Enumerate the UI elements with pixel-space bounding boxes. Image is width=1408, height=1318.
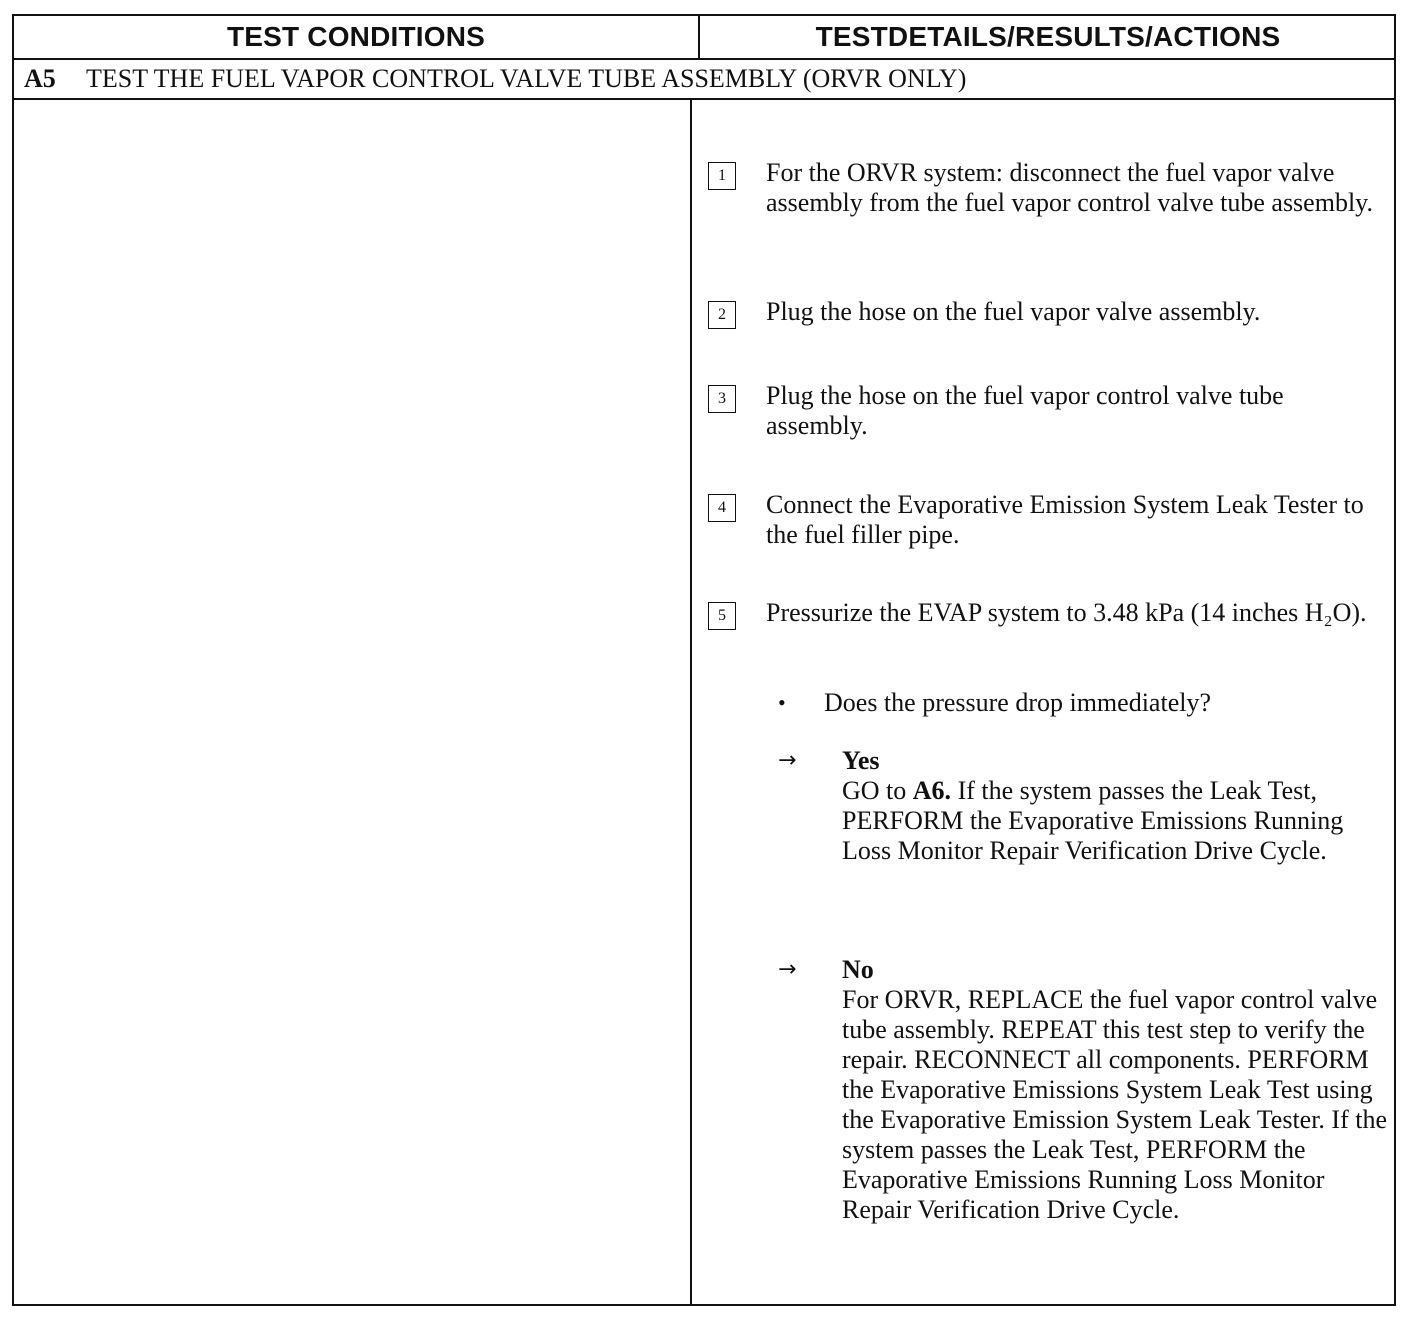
step-number-box: 3 — [708, 385, 736, 413]
step-text: For the ORVR system: disconnect the fuel vapor valve assembly from the fuel vapor control valve tube assembly. — [766, 158, 1373, 217]
header-test-details: TESTDETAILS/RESULTS/ACTIONS — [815, 21, 1281, 52]
arrow-right-icon: → — [778, 957, 797, 982]
result-no-text: For ORVR, REPLACE the fuel vapor control valve tube assembly. REPEAT this test step to verify the repair. RECONNECT all components. PERFORM the Evaporative Emissions System Leak Test using the Evaporative Emission System Leak Tester. If the system passes the Leak Test, PERFORM the Evaporative Emissions Running Loss Monitor Repair Verification Drive Cycle. — [842, 985, 1388, 1224]
result-yes-text: GO to A6. If the system passes the Leak Test, PERFORM the Evaporative Emissions Running Loss Monitor Repair Verification Drive Cycle. — [842, 776, 1344, 865]
result-no — [778, 955, 1388, 1225]
result-yes-label: Yes — [842, 746, 880, 775]
step-code: A5 — [24, 64, 56, 93]
result-no-label: No — [842, 955, 874, 984]
header-test-conditions: TEST CONDITIONS — [226, 21, 486, 52]
question-item — [778, 688, 1211, 718]
step-text: Connect the Evaporative Emission System Leak Tester to the fuel filler pipe. — [766, 490, 1364, 549]
step-4 — [708, 490, 1388, 550]
step-text: Plug the hose on the fuel vapor control valve tube assembly. — [766, 381, 1284, 440]
step-number-box: 5 — [708, 602, 736, 630]
step-number-box: 2 — [708, 301, 736, 329]
step-1 — [708, 158, 1388, 218]
step-5 — [708, 598, 1388, 630]
step-3 — [708, 381, 1388, 441]
step-2 — [708, 297, 1388, 329]
step-text: Plug the hose on the fuel vapor valve assembly. — [766, 297, 1261, 326]
step-number-box: 1 — [708, 162, 736, 190]
step-number-box: 4 — [708, 494, 736, 522]
question-text: Does the pressure drop immediately? — [824, 688, 1211, 717]
column-divider — [690, 100, 692, 1306]
step-title: TEST THE FUEL VAPOR CONTROL VALVE TUBE ASSEMBLY (ORVR ONLY) — [86, 64, 967, 93]
bullet-icon: • — [778, 690, 786, 715]
step-title-row — [14, 60, 1394, 98]
title-rule — [14, 98, 1394, 100]
step-text: Pressurize the EVAP system to 3.48 kPa (14 inches H₂O). — [766, 598, 1367, 627]
result-yes — [778, 746, 1388, 866]
step-reference-a6: A6. — [912, 776, 952, 805]
diagnostic-table — [12, 14, 1396, 1306]
arrow-right-icon: → — [778, 748, 797, 773]
